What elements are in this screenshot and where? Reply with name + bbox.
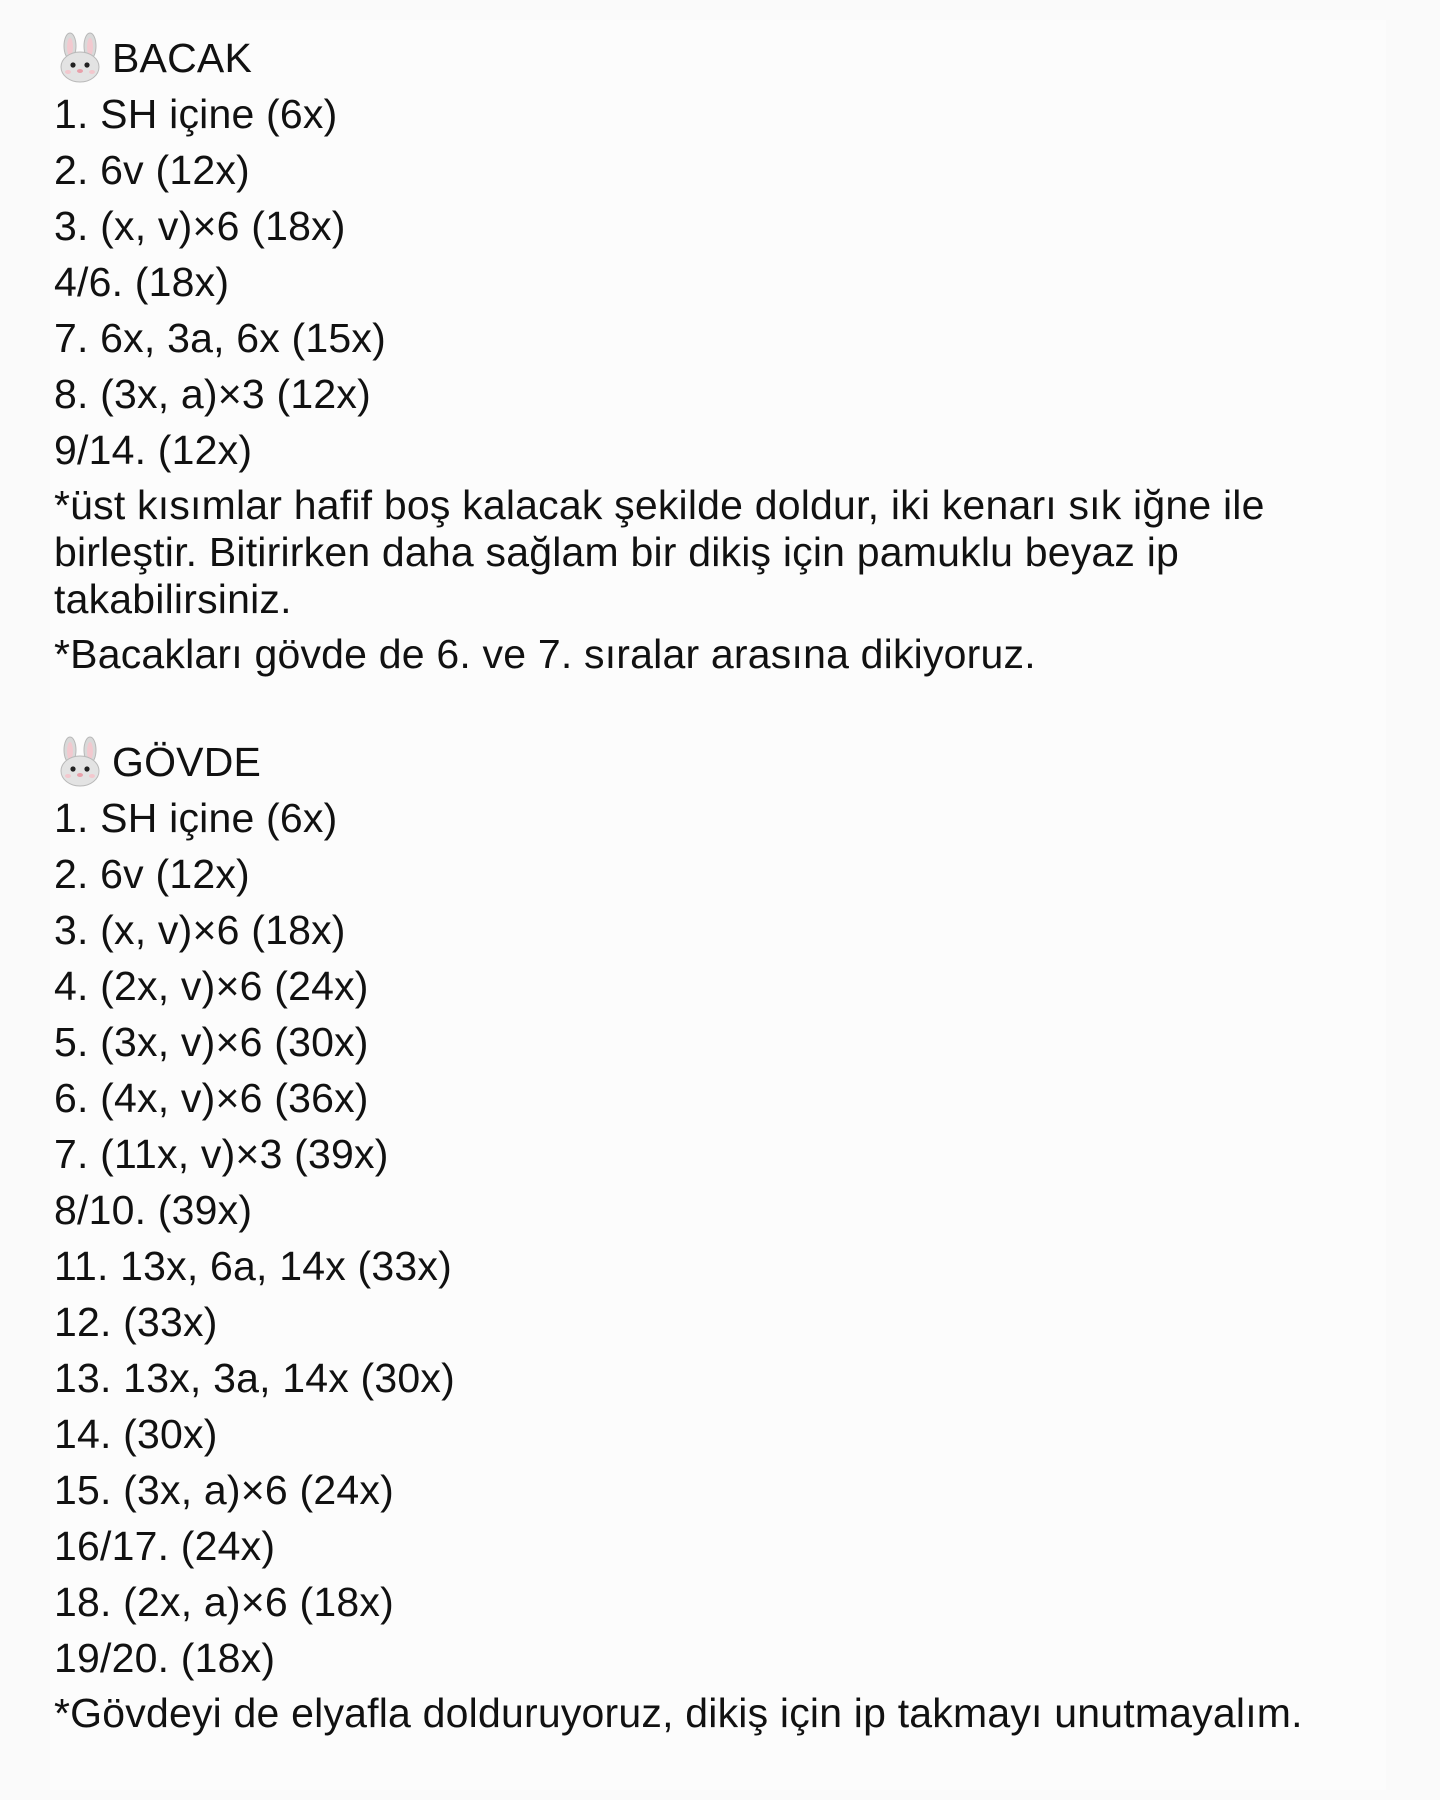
row: 1. SH içine (6x): [54, 91, 338, 137]
section-bacak: [54, 30, 1324, 678]
note-text: *Gövdeyi de elyafla dolduruyoruz, dikiş için ip takmayı unutmayalım.: [54, 1690, 1303, 1736]
rabbit-face-icon: [54, 32, 106, 84]
row: 3. (x, v)×6 (18x): [54, 907, 346, 953]
row: 1. SH içine (6x): [54, 795, 338, 841]
row: 9/14. (12x): [54, 427, 253, 473]
row: 8/10. (39x): [54, 1187, 253, 1233]
row: 6. (4x, v)×6 (36x): [54, 1075, 369, 1121]
pattern-note: [54, 30, 1324, 1737]
row: 4. (2x, v)×6 (24x): [54, 963, 369, 1009]
row: 7. 6x, 3a, 6x (15x): [54, 315, 386, 361]
section-title: GÖVDE: [112, 739, 262, 785]
row: 11. 13x, 6a, 14x (33x): [54, 1243, 452, 1289]
row: 14. (30x): [54, 1411, 218, 1457]
row: 5. (3x, v)×6 (30x): [54, 1019, 369, 1065]
row: 13. 13x, 3a, 14x (30x): [54, 1355, 455, 1401]
row: 12. (33x): [54, 1299, 218, 1345]
row: 15. (3x, a)×6 (24x): [54, 1467, 394, 1513]
note-text: *üst kısımlar hafif boş kalacak şekilde doldur, iki kenarı sık iğne ile birleştir. Bitirirken daha sağlam bir dikiş için pamuklu beyaz ip takabilirsiniz.: [54, 482, 1265, 622]
rabbit-face-icon: [54, 736, 106, 788]
row: 2. 6v (12x): [54, 851, 250, 897]
note-text: *Bacakları gövde de 6. ve 7. sıralar arasına dikiyoruz.: [54, 631, 1036, 677]
section-heading: [54, 30, 1324, 86]
row: 3. (x, v)×6 (18x): [54, 203, 346, 249]
row: 2. 6v (12x): [54, 147, 250, 193]
row: 8. (3x, a)×3 (12x): [54, 371, 371, 417]
row: 4/6. (18x): [54, 259, 230, 305]
row: 19/20. (18x): [54, 1635, 276, 1681]
row: 18. (2x, a)×6 (18x): [54, 1579, 394, 1625]
section-heading: [54, 734, 1324, 790]
section-govde: [54, 734, 1324, 1737]
row: 7. (11x, v)×3 (39x): [54, 1131, 389, 1177]
section-title: BACAK: [112, 35, 252, 81]
row: 16/17. (24x): [54, 1523, 276, 1569]
